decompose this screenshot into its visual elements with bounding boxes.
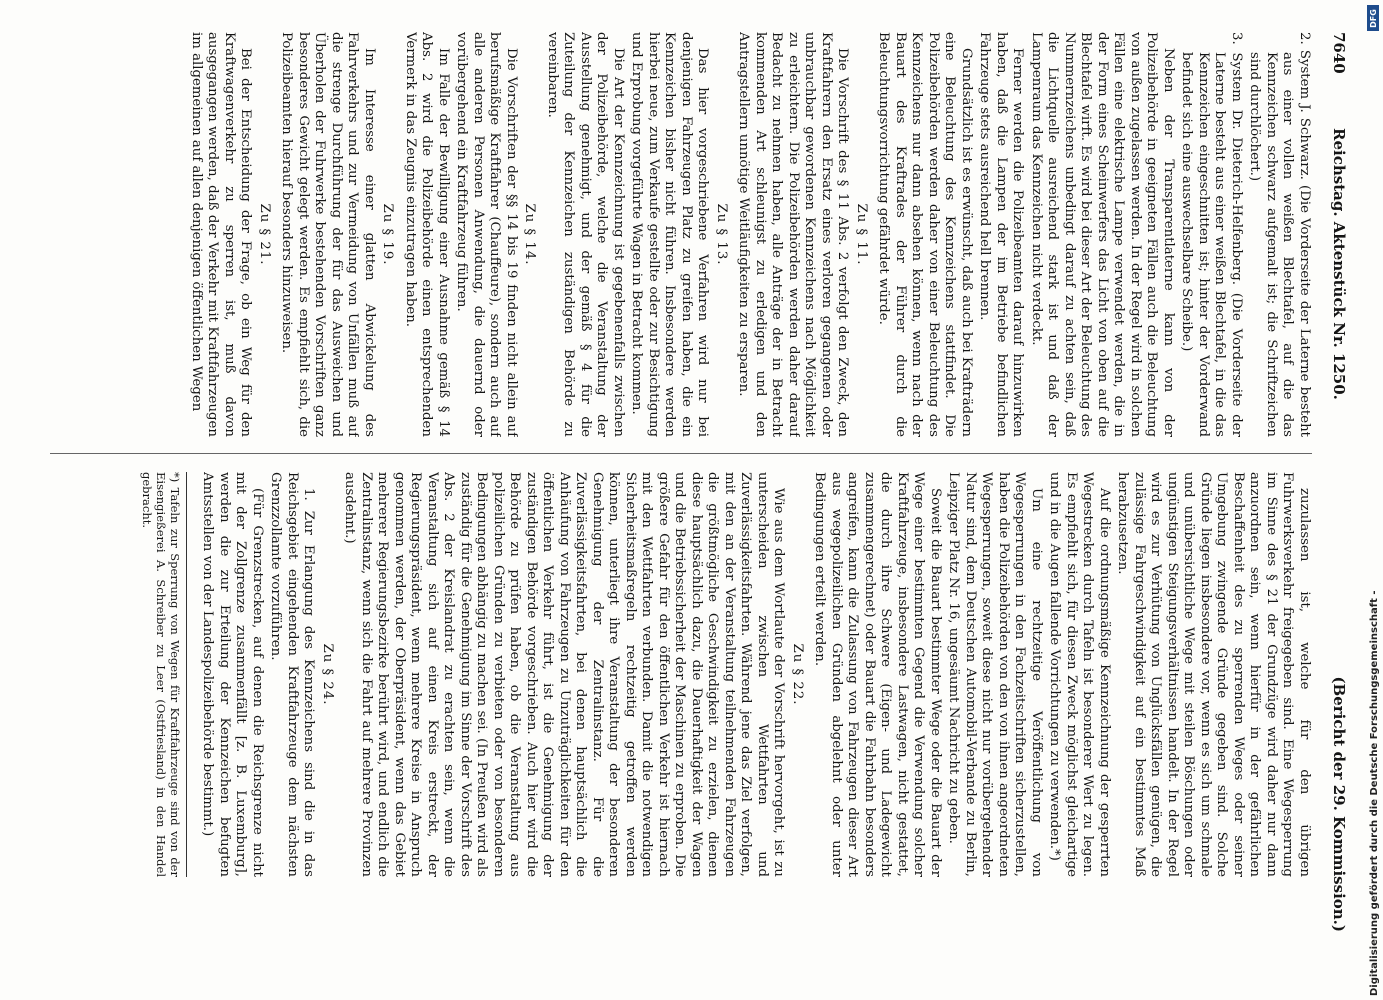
paragraph: Auf die ordnungsmäßige Kennzeichnung der gesperrten Wegestrecken durch Tafeln ist besonderer Wert zu legen. Es empfiehlt sich, für diesen Zweck möglichst gleichartige und in die Augen fallende Vorrichtungen zu verwenden.*) — [1047, 472, 1112, 877]
paragraph: Im Falle der Bewilligung einer Ausnahme gemäß § 14 Abs. 2 wird die Polizeibehörde einen entsprechenden Vermerk in das Zeugnis einzutragen haben. — [403, 32, 451, 437]
paragraph: Die Vorschriften der §§ 14 bis 19 finden nicht allein auf berufsmäßige Kraftfahrer (Chauffeure), sondern auch auf alle anderen Personen Anwendung, die dauernd oder vorübergehend ein Kraftfahrzeug führen. — [454, 32, 519, 437]
section-heading: Zu § 22. — [790, 643, 805, 706]
paragraph: Die Vorschrift des § 11 Abs. 2 verfolgt den Zweck, den Kraftfahrern den Ersatz eines verloren gegangenen oder unbrauchbar gewordenen Kennzeichens nach Möglichkeit zu erleichtern. Die Polizeibehörden werden daher darauf Bedacht zu nehmen haben, alle Anträge der in Betracht kommenden Art schleunigst zu erledigen und den Antragstellern unnötige Weitläufigkeiten zu ersparen. — [736, 32, 851, 437]
paragraph: Um eine rechtzeitige Veröffentlichung von Wegesperrungen in den Fachzeitschriften sicherzustellen, haben die Polizeibehörden von den von ihnen angeordneten Wegesperrungen, soweit diese nicht nur vorübergehender Natur sind, dem Deutschen Automobil-Verbande zu Berlin, Leipziger Platz Nr. 16, ungesäumt Nachricht zu geben. — [946, 472, 1044, 877]
header-left-title: Reichstag. Aktenstück Nr. 1250. — [1330, 128, 1348, 400]
footnote: *) Tafeln zur Sperrung von Wegen für Kraftfahrzeuge sind von der Eisengießerei A. Schreiber zu Leer (Ostfriesland) in den Handel gebracht. — [140, 472, 187, 877]
paragraph: 1. Zur Erlangung des Kennzeichens sind die in das Reichsgebiet eingehenden Kraftfahrzeuge dem nächsten Grenzzollamte vorzuführen. — [268, 472, 317, 877]
section-heading: Zu § 13. — [714, 203, 729, 266]
section-heading: Zu § 14. — [522, 203, 538, 266]
list-item: 3. System Dr. Dieterich-Helfenberg. (Die Vorderseite der Laterne besteht aus einer weißen Blechtafel, in die das Kennzeichen eingeschnitten ist; hinter der Vorderwand befindet sich eine auswechselbare Scheibe.) — [1179, 32, 1244, 437]
section-heading: Zu § 11. — [854, 203, 869, 266]
digitization-credit: Digitalisierung gefördert durch die Deutsche Forschungsgemeinschaft - — [1369, 590, 1380, 996]
rotated-document-page — [44, 32, 1362, 932]
paragraph: Die Art der Kennzeichnung ist gegebenenfalls zwischen der Polizeibehörde, welche die Veranstaltung der Ausstellung genehmigt, und der gemäß § 4 für die Zuteilung der Kennzeichen zuständigen Behörde zu vereinbaren. — [545, 32, 626, 437]
text-column-right — [50, 472, 1312, 877]
column-divider — [50, 453, 1312, 454]
section-heading: Zu § 24. — [320, 643, 335, 706]
paragraph: Soweit die Bauart bestimmter Wege oder die Bauart der Wege einer bestimmten Gegend die Verwendung solcher Kraftfahrzeuge, insbesondere Lastwagen, nicht gestattet, die durch ihre Schwere (Eigen- und Ladegewicht zusammengerechnet) oder Bauart die Fahrbahn besonders angreifen, kann die Zulassung von Fahrzeugen dieser Art aus wegepolizeilichen Gründen abgelehnt oder unter Bedingungen erteilt werden. — [812, 472, 943, 877]
section-heading: Zu § 21. — [257, 203, 272, 266]
paragraph: Grundsätzlich ist es erwünscht, daß auch bei Krafträdern eine Beleuchtung des Kennzeichens stattfindet. Die Polizeibehörden werden daher von einer Beleuchtung des Kennzeichens nur dann absehen können, wenn nach der Bauart des Kraftrades der Führer durch die Beleuchtungsvorrichtung gefährdet würde. — [876, 32, 974, 437]
paragraph: Neben der Transparentlaterne kann von der Polizeibehörde in geeigneten Fällen auch die Beleuchtung von außen zugelassen werden. In der Regel wird in solchen Fällen eine elektrische Lampe verwendet werden, die in der Form eines Scheinwerfers das Licht von oben auf die Blechtafel wirft. Es wird bei dieser Art der Beleuchtung des Nummernzeichens unbedingt darauf zu achten sein, daß die Lichtquelle ausreichend stark ist und daß der Lampenraum das Kennzeichen nicht verdeckt. — [1029, 32, 1176, 437]
paragraph: Bei der Entscheidung der Frage, ob ein Weg für den Kraftwagenverkehr zu sperren ist, muß davon ausgegangen werden, daß der Verkehr mit Kraftfahrzeugen im allgemeinen auf allen denjenigen öffentlichen Wegen — [189, 32, 254, 437]
paragraph: Das hier vorgeschriebene Verfahren wird nur bei denjenigen Fahrzeugen Platz zu greifen haben, die ein Kennzeichen bisher nicht führen. Insbesondere werden hierbei neue, zum Verkaufe gestellte oder zur Besichtigung und Erprobung vorgeführte Wagen in Betracht kommen. — [629, 32, 711, 437]
paragraph: zuzulassen ist, welche für den übrigen Fuhrwerksverkehr freigegeben sind. Eine Wegesperrung im Sinne des § 21 der Grundzüge wird daher nur dann anzuordnen sein, wenn hierfür in der gefährlichen Beschaffenheit des zu sperrenden Weges oder seiner Umgebung zwingende Gründe gegeben sind. Solche Gründe liegen insbesondere vor, wenn es sich um schmale und unübersichtliche Wege mit steilen Böschungen oder ungünstigen Steigungsverhältnissen handelt. In der Regel wird es zur Verhütung von Unglücksfällen genügen, die zulässige Fahrgeschwindigkeit auf ein bestimmtes Maß herabzusetzen. — [1115, 472, 1312, 877]
list-item: 2. System J. Schwarz. (Die Vorderseite der Laterne besteht aus einer vollen weißen Blechtafel, auf die das Kennzeichen schwarz aufgemalt ist; die Schriftzeichen sind durchlöchert.) — [1247, 32, 1312, 437]
dfg-logo-text: DFG — [1368, 8, 1378, 28]
section-heading: Zu § 19. — [380, 203, 396, 266]
paragraph: Wie aus dem Wortlaute der Vorschrift hervorgeht, ist zu unterscheiden zwischen Wettfahrten und Zuverlässigkeitsfahrten. Während jene das Ziel verfolgen, mit den an der Veranstaltung teilnehmenden Fahrzeugen die größtmögliche Geschwindigkeit zu erzielen, dienen diese hauptsächlich dazu, die Dauerhaftigkeit der Wagen und die Betriebssicherheit der Maschinen zu erproben. Die größere Gefahr für den öffentlichen Verkehr ist hiernach mit den Wettfahrten verbunden. Damit die notwendigen Sicherheitsmaßregeln rechtzeitig getroffen werden können, unterliegt ihre Veranstaltung der besonderen Genehmigung der Zentralinstanz. Für die Zuverlässigkeitsfahrten, bei denen hauptsächlich die Anhäufung von Fahrzeugen zu Unzuträglichkeiten für den öffentlichen Verkehr führt, ist die Genehmigung der zuständigen Behörde vorgeschrieben. Auch hier wird die Behörde zu prüfen haben, ob die Veranstaltung aus polizeilichen Gründen zu verbieten oder von besonderen Bedingungen abhängig zu machen sei. (In Preußen wird als zuständig für die Genehmigung im Sinne der Vorschrift des Abs. 2 der Kreislandrat zu erachten sein, wenn die Veranstaltung sich auf einen Kreis erstreckt, der Regierungspräsident, wenn mehrere Kreise in Anspruch genommen werden, der Oberpräsident, wenn das Gebiet mehrerer Regierungsbezirke berührt wird, und endlich die Zentralinstanz, wenn sich die Fahrt auf mehrere Provinzen ausdehnt.) — [342, 472, 787, 877]
dfg-logo — [1367, 5, 1379, 31]
text-column-left — [50, 32, 1312, 437]
paragraph: Ferner werden die Polizeibeamten darauf hinzuwirken haben, daß die Lampen der im Betriebe befindlichen Fahrzeuge stets ausreichend hell brennen. — [977, 32, 1026, 437]
page-number: 7640 — [1330, 32, 1348, 74]
paragraph: Im Interesse einer glatten Abwickelung des Fahrverkehrs und zur Vermeidung von Unfällen muß auf die strenge Durchführung der für das Ausweichen und Überholen der Fuhrwerke bestehenden Vorschriften ganz besonderes Gewicht gelegt werden. Es empfiehlt sich, die Polizeibeamten hierauf besonders hinzuweisen. — [279, 32, 377, 437]
paragraph: (Für Grenzstrecken, auf denen die Reichsgrenze nicht mit der Zollgrenze zusammenfällt [z. B. Luxemburg], werden die zur Erteilung der Kennzeichen befugten Amtsstellen von der Landespolizeibehörde bestimmt.) — [200, 472, 265, 877]
header-right-title: (Bericht der 29. Kommission.) — [1330, 676, 1348, 932]
running-header — [1318, 32, 1362, 932]
